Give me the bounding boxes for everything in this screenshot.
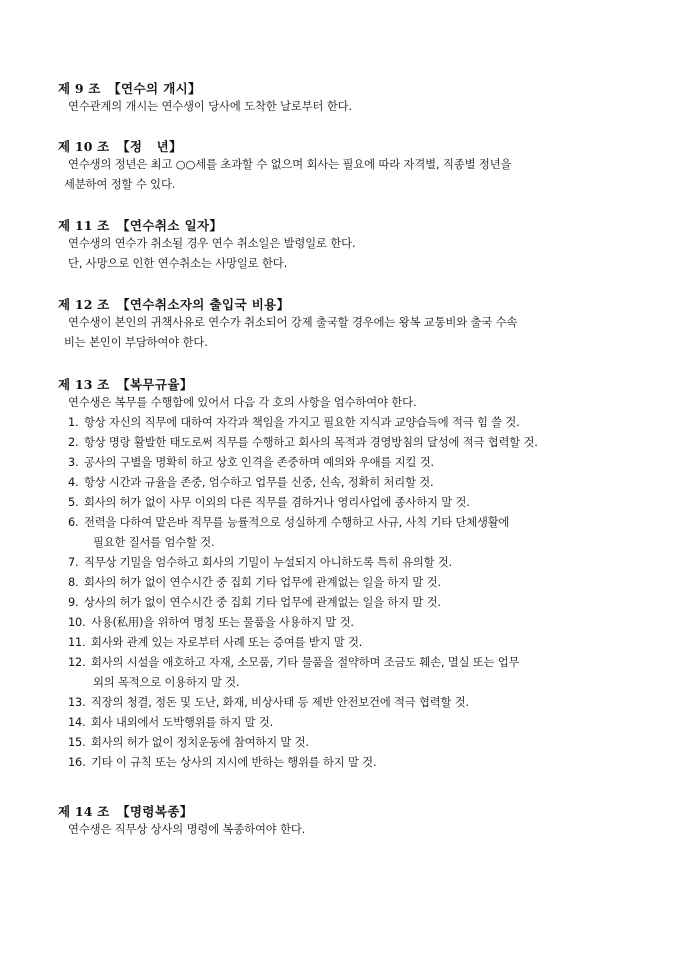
item-text: 회사의 허가 없이 연수시간 중 집회 기타 업무에 관계없는 일을 하지 말 것. <box>83 576 441 589</box>
article-title: 【연수의 개시】 <box>108 81 202 96</box>
list-item <box>58 753 628 773</box>
item-number: 8. <box>68 576 79 589</box>
article-heading <box>58 377 628 393</box>
list-item <box>58 473 628 493</box>
list-item <box>58 593 628 613</box>
article-number: 제 9 조 <box>58 81 101 96</box>
item-number: 16. <box>68 756 86 769</box>
item-text: 사용(私用)을 위하여 명칭 또는 물품을 사용하지 말 것. <box>90 616 354 629</box>
item-number: 1. <box>68 416 79 429</box>
item-text: 항상 명랑 활발한 태도로써 직무를 수행하고 회사의 목적과 경영방침의 달성에 적극 협력할 것. <box>83 436 538 449</box>
article-number: 제 10 조 <box>58 139 110 154</box>
item-text: 회사와 관계 있는 자로부터 사례 또는 증여를 받지 말 것. <box>90 636 363 649</box>
item-number: 5. <box>68 496 79 509</box>
item-number: 13. <box>68 696 86 709</box>
article-heading <box>58 218 628 234</box>
list-item <box>58 573 628 593</box>
article-11 <box>58 218 628 274</box>
article-title: 【연수취소자의 출입국 비용】 <box>117 297 290 312</box>
item-text: 전력을 다하여 맡은바 직무를 능률적으로 성실하게 수행하고 사규, 사칙 기타 단체생활에 <box>83 516 510 529</box>
item-text: 항상 자신의 직무에 대하여 자각과 책임을 가지고 필요한 지식과 교양습득에 적극 힘 쓸 것. <box>83 416 520 429</box>
article-13 <box>58 377 628 773</box>
item-number: 9. <box>68 596 79 609</box>
item-text: 회사의 허가 없이 사무 이외의 다른 직무를 겸하거나 영리사업에 종사하지 말 것. <box>83 496 470 509</box>
item-number: 4. <box>68 476 79 489</box>
article-number: 제 14 조 <box>58 804 110 819</box>
list-item <box>58 633 628 653</box>
item-text-continuation: 외의 목적으로 이용하지 말 것. <box>93 676 240 689</box>
article-14 <box>58 804 628 840</box>
article-text: 연수생의 연수가 취소될 경우 연수 취소일은 발령일로 한다. <box>68 237 356 250</box>
list-item <box>58 733 628 753</box>
article-number: 제 12 조 <box>58 297 110 312</box>
item-text: 회사의 시설을 애호하고 자재, 소모품, 기타 물품을 절약하며 조금도 훼손, 멸실 또는 업무 <box>90 656 520 669</box>
item-number: 6. <box>68 516 79 529</box>
item-number: 12. <box>68 656 86 669</box>
item-text: 기타 이 규칙 또는 상사의 지시에 반하는 행위를 하지 말 것. <box>90 756 377 769</box>
article-text: 연수생이 본인의 귀책사유로 연수가 취소되어 강제 출국할 경우에는 왕복 교통비와 출국 수속 <box>68 316 518 329</box>
list-item <box>58 413 628 433</box>
item-text: 공사의 구별을 명확히 하고 상호 인격을 존중하며 예의와 우애를 지킬 것. <box>83 456 434 469</box>
article-intro: 연수생은 복무를 수행함에 있어서 다음 각 호의 사항을 엄수하여야 한다. <box>68 396 417 409</box>
article-text: 단, 사망으로 인한 연수취소는 사망일로 한다. <box>68 257 288 270</box>
article-title: 【연수취소 일자】 <box>117 218 223 233</box>
item-number: 14. <box>68 716 86 729</box>
item-number: 2. <box>68 436 79 449</box>
list-item <box>58 613 628 633</box>
list-item <box>58 513 628 553</box>
item-text: 상사의 허가 없이 연수시간 중 집회 기타 업무에 관계없는 일을 하지 말 것. <box>83 596 441 609</box>
list-item <box>58 493 628 513</box>
article-heading <box>58 804 628 820</box>
list-item <box>58 713 628 733</box>
item-number: 11. <box>68 636 86 649</box>
item-number: 10. <box>68 616 86 629</box>
article-title: 【명령복종】 <box>117 804 193 819</box>
article-text: 비는 본인이 부담하여야 한다. <box>64 336 208 349</box>
list-item <box>58 433 628 453</box>
article-heading <box>58 297 628 313</box>
list-item <box>58 693 628 713</box>
item-text-continuation: 필요한 질서를 엄수할 것. <box>93 536 215 549</box>
item-text: 직무상 기밀을 엄수하고 회사의 기밀이 누설되지 아니하도록 특히 유의할 것. <box>83 556 452 569</box>
list-item <box>58 553 628 573</box>
item-number: 15. <box>68 736 86 749</box>
article-heading <box>58 139 628 155</box>
article-number: 제 11 조 <box>58 218 110 233</box>
article-title: 【정 년】 <box>117 139 183 154</box>
item-number: 3. <box>68 456 79 469</box>
article-text: 세분하여 정할 수 있다. <box>64 178 176 191</box>
list-item <box>58 453 628 473</box>
article-12 <box>58 297 628 353</box>
item-text: 회사 내외에서 도박행위를 하지 말 것. <box>90 716 274 729</box>
item-number: 7. <box>68 556 79 569</box>
list-item <box>58 653 628 693</box>
item-text: 회사의 허가 없이 정치운동에 참여하지 말 것. <box>90 736 309 749</box>
article-heading <box>58 81 628 97</box>
article-text: 연수생의 정년은 최고 ○○세를 초과할 수 없으며 회사는 필요에 따라 자격별, 직종별 정년을 <box>68 158 512 171</box>
article-10 <box>58 139 628 195</box>
article-title: 【복무규율】 <box>117 377 193 392</box>
article-number: 제 13 조 <box>58 377 110 392</box>
item-text: 직장의 청결, 정돈 및 도난, 화재, 비상사태 등 제반 안전보건에 적극 협력할 것. <box>90 696 469 709</box>
article-text: 연수생은 직무상 상사의 명령에 복종하여야 한다. <box>68 823 306 836</box>
article-9 <box>58 81 628 117</box>
article-text: 연수관계의 개시는 연수생이 당사에 도착한 날로부터 한다. <box>68 100 352 113</box>
item-text: 항상 시간과 규율을 존중, 엄수하고 업무를 신중, 신속, 정확히 처리할 것. <box>83 476 434 489</box>
